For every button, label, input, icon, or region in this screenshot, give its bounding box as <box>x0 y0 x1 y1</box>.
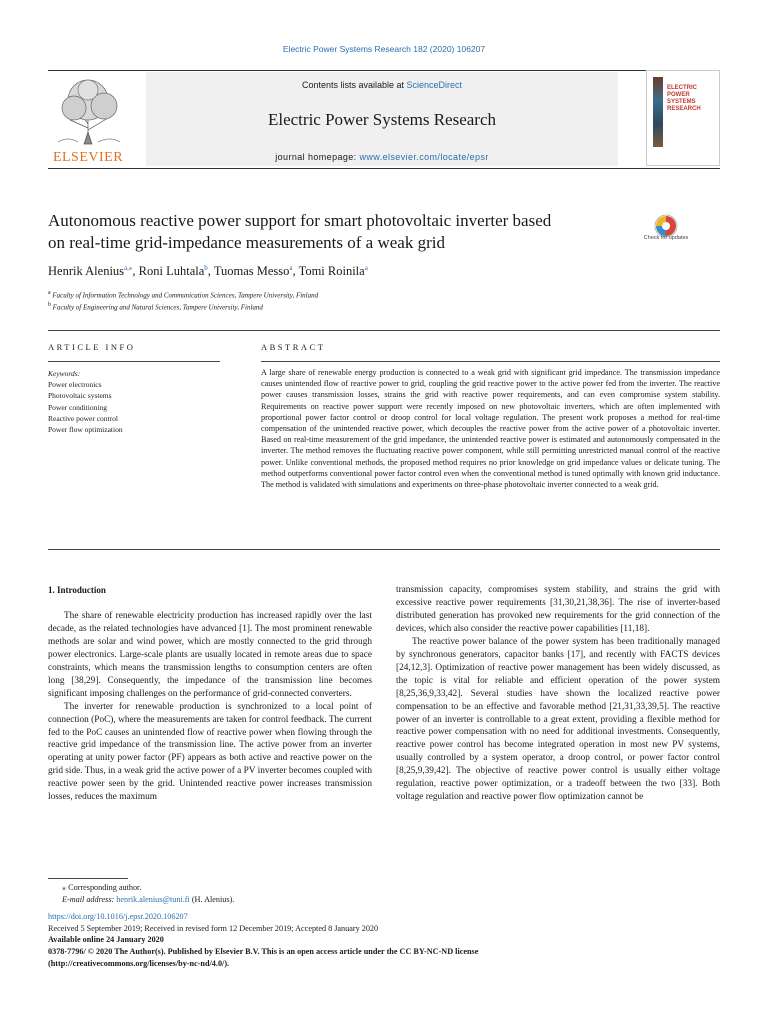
contents-prefix: Contents lists available at <box>301 80 407 90</box>
body-column-right <box>396 584 720 804</box>
title-line-1: Autonomous reactive power support for smart photovoltaic inverter based <box>48 211 552 230</box>
introduction-heading: 1. Introduction <box>48 585 106 595</box>
masthead-bottom-rule <box>48 168 720 169</box>
journal-name: Electric Power Systems Research <box>267 110 496 129</box>
sciencedirect-link[interactable]: ScienceDirect <box>406 80 463 90</box>
affiliation-mark: b <box>48 302 51 309</box>
doi-link[interactable]: https://doi.org/10.1016/j.epsr.2020.106207 <box>48 912 188 922</box>
journal-masthead <box>48 70 720 168</box>
cover-title: ELECTRIC POWER SYSTEMS RESEARCH <box>667 85 701 112</box>
header-divider <box>48 330 720 331</box>
author-list <box>48 264 648 279</box>
author-affil-mark[interactable]: a <box>364 264 368 272</box>
title-line-2: on real-time grid-impedance measurements of a weak grid <box>48 233 445 253</box>
author-name[interactable]: Tomi Roinila <box>298 264 365 279</box>
email-link[interactable]: henrik.alenius@tuni.fi <box>116 894 190 904</box>
article-info-rule <box>48 361 220 362</box>
article-info-heading: ARTICLE INFO <box>48 342 136 352</box>
affiliation-item <box>48 289 648 301</box>
affiliations <box>48 289 648 313</box>
elsevier-wordmark: ELSEVIER <box>52 150 124 165</box>
footnotes <box>48 882 720 969</box>
body-paragraph: The reactive power balance of the power system has been traditionally managed by synchronous generators, capacitor banks [17], and recently with FACTS devices [24,12,3]. Optimization of reactive power management has been widely discussed, as the topic is vital for reliable and efficient operation of the power system [8,25,36,9,33,42]. Several studies have shown the localized reactive power compensation to be an effective and favorable method [21,31,33,39,5]. The reactive power of an inverter is controllable to a great extent, providing a flexible method for reactive power compensation with no need for additional investments. Consequently, reactive power control has become integrated operation in most new PV systems, usually controlled by a system operator, a droop control, or power factor control [8,25,9,39,42]. The objective of reactive power control is usually either voltage regulation, reactive power optimization, or a tradeoff between the two [33]. Both voltage regulation and reactive power flow optimization cannot be <box>396 636 720 803</box>
corresponding-author-note: ⁎ Corresponding author. <box>62 883 142 892</box>
journal-citation[interactable]: Electric Power Systems Research 182 (2020) 106207 <box>282 44 486 54</box>
cover-image-strip <box>653 77 663 147</box>
body-paragraph: The inverter for renewable production is synchronized to a local point of connection (PoC), where the measurements are taken for control feedback. The current fed to the PoC causes an unintended flow of reactive power when flowing through the reactive grid impedance of the transmission line. The active power from an inverter operating at unity power factor (PF) appears as both active and reactive power on the grid side. Thus, in a weak grid the active power of a PV inverter becomes coupled with reactive power seen by the grid. Unintended reactive power increases transmission losses, reduces the maximum <box>48 701 372 803</box>
body-paragraph: transmission capacity, compromises system stability, and strains the grid with excessive reactive power requirements [31,30,21,38,36]. The rise of inverter-based distributed generation has provoked new requirements for the grid connection of the devices, which also consider the reactive power capabilities [11,18]. <box>396 585 720 634</box>
check-for-updates-icon[interactable] <box>646 212 686 252</box>
journal-cover-thumbnail[interactable] <box>646 70 720 166</box>
license-line-1: 0378-7796/ © 2020 The Author(s). Published by Elsevier B.V. This is an open access article under the CC BY-NC-ND license <box>48 946 479 956</box>
author-affil-mark[interactable]: a <box>289 264 293 272</box>
affiliation-text: Faculty of Information Technology and Communication Sciences, Tampere University, Finland <box>52 291 319 300</box>
affiliation-text: Faculty of Engineering and Natural Sciences, Tampere University, Finland <box>52 303 263 312</box>
author-affil-mark[interactable]: b <box>204 264 208 272</box>
author-separator: , <box>292 264 299 279</box>
license-line-2[interactable]: (http://creativecommons.org/licenses/by-nc-nd/4.0/). <box>48 958 230 968</box>
abstract-text: A large share of renewable energy production is connected to a weak grid with significant grid impedance. The transmission impedance causes unintended flow of reactive power to grid, coupling the grid reactive power to the active power fed from the inverter. The reactive power causes transmission losses, strains the grid with reactive power requirements, and can even compromise system stability. Requirements on reactive power support were recently imposed on new photovoltaic inverters, which are often implemented with proportional power factor control or droop control for local voltage regulation. The present work proposes a method for real-time compensation of the unintended reactive power, which decouples the reactive power from the active power of a photovoltaic inverter. Based on real-time measurement of the grid impedance, the unintended reactive power is estimated and autonomously compensated in the inverter. The method removes the fluctuating reactive power component, while still permitting unrestricted manual control of the reactive power. Unlike conventional methods, the proposed method requires no prior knowledge on grid impedance values or delicate tuning. The method outperforms conventional power factor control even when the conventional method is tuned optimally with known grid inductance. The method is validated with simulations and experiments on three-phase photovoltaic inverter connected to a weak grid. <box>261 368 720 490</box>
abstract-rule <box>261 361 720 362</box>
homepage-prefix: journal homepage: <box>275 152 360 162</box>
abstract-bottom-divider <box>48 549 720 550</box>
author-separator: , <box>132 264 139 279</box>
homepage-link[interactable]: www.elsevier.com/locate/epsr <box>359 152 489 162</box>
masthead-top-rule <box>48 70 720 71</box>
keyword-item: Power flow optimization <box>48 425 123 435</box>
author-name[interactable]: Roni Luhtala <box>138 264 205 279</box>
email-line <box>48 894 720 906</box>
received-dates: Received 5 September 2019; Received in revised form 12 December 2019; Accepted 8 January 2020 <box>48 923 379 933</box>
author-name[interactable]: Henrik Alenius <box>48 264 125 279</box>
author-separator: , <box>207 264 214 279</box>
journal-band <box>146 72 618 166</box>
email-label: E-mail address: <box>62 894 115 904</box>
body-column-left <box>48 584 372 804</box>
abstract-heading: ABSTRACT <box>261 342 326 352</box>
keyword-item: Power electronics <box>48 380 102 390</box>
keyword-item: Reactive power control <box>48 413 118 423</box>
author-name[interactable]: Tuomas Messo <box>213 264 290 279</box>
available-online: Available online 24 January 2020 <box>48 935 164 945</box>
email-suffix: (H. Alenius). <box>189 894 235 904</box>
affiliation-mark: a <box>48 290 51 296</box>
keywords-label: Keywords: <box>48 369 81 378</box>
keywords-block <box>48 368 228 435</box>
homepage-line <box>146 152 618 162</box>
keyword-item: Power conditioning <box>48 402 107 412</box>
body-paragraph: The share of renewable electricity production has increased rapidly over the last decade, as the related technologies have advanced [1]. The most prominent renewable methods are solar and wind power, which are mostly connected to the grid through power electronics. Large-scale plants are usually located in remote areas due to space constraints, which means the transmission lengths to consumption centers are often long [38,29]. Consequently, the impedance of the transmission line becomes significant imposing challenges on the performance of grid-connected converters. <box>48 610 372 699</box>
check-for-updates-label: Check for updates <box>643 235 689 241</box>
keyword-item: Photovoltaic systems <box>48 391 112 401</box>
article-title <box>48 210 638 254</box>
affiliation-item <box>48 301 648 313</box>
author-affil-mark[interactable]: a,⁎ <box>124 264 133 272</box>
footnote-rule <box>48 878 128 879</box>
contents-line <box>146 80 618 90</box>
